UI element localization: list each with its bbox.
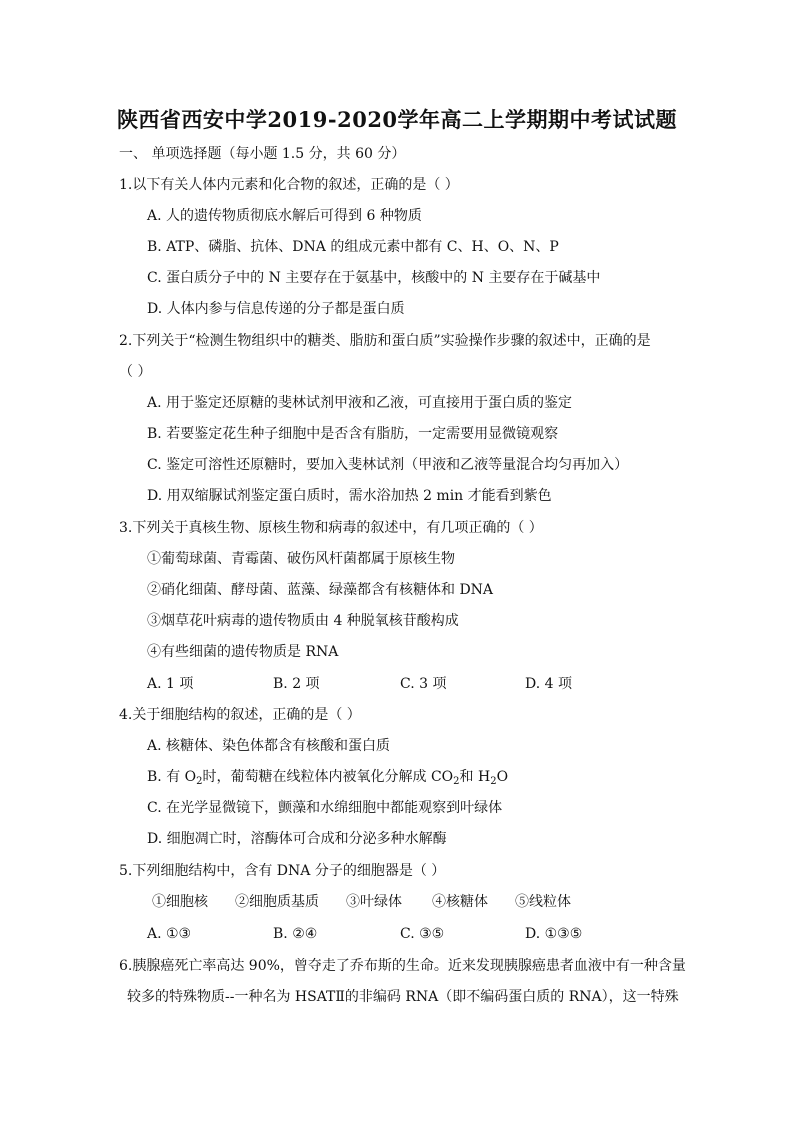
question-4-stem: 4.关于细胞结构的叙述，正确的是（ ） (119, 707, 361, 723)
question-5-option-c: C. ③⑤ (400, 926, 445, 942)
question-2-option-b: B. 若要鉴定花生种子细胞中是否含有脂肪，一定需要用显微镜观察 (147, 426, 559, 442)
question-5-item: ⑤线粒体 (515, 894, 571, 910)
subscript: 2 (453, 776, 460, 787)
question-5-item: ④核糖体 (432, 894, 488, 910)
question-3-statement-2: ②硝化细菌、酵母菌、蓝藻、绿藻都含有核糖体和 DNA (147, 582, 494, 598)
question-3-option-b: B. 2 项 (273, 676, 320, 692)
question-1-option-d: D. 人体内参与信息传递的分子都是蛋白质 (147, 301, 405, 317)
question-3-option-c: C. 3 项 (400, 676, 447, 692)
question-3-statement-3: ③烟草花叶病毒的遗传物质由 4 种脱氧核苷酸构成 (147, 613, 459, 629)
question-4-option-b-middle: 时，葡萄糖在线粒体内被氧化分解成 CO (202, 769, 454, 785)
question-4-option-a: A. 核糖体、染色体都含有核酸和蛋白质 (147, 738, 391, 754)
question-5-stem: 5.下列细胞结构中，含有 DNA 分子的细胞器是（ ） (119, 863, 446, 879)
subscript: 2 (490, 776, 497, 787)
question-2-stem-continued: （ ） (119, 364, 152, 380)
question-4-option-d: D. 细胞凋亡时，溶酶体可合成和分泌多种水解酶 (147, 831, 447, 847)
question-5-item: ②细胞质基质 (235, 894, 319, 910)
question-5-item: ①细胞核 (152, 894, 208, 910)
question-4-option-b-prefix: B. 有 O (147, 769, 197, 785)
question-3-option-d: D. 4 项 (525, 676, 572, 692)
question-2-stem: 2.下列关于“检测生物组织中的糖类、脂肪和蛋白质”实验操作步骤的叙述中，正确的是 (119, 333, 651, 349)
question-2-option-c: C. 鉴定可溶性还原糖时，要加入斐林试剂（甲液和乙液等量混合均匀再加入） (147, 457, 629, 473)
page-title: 陕西省西安中学2019-2020学年高二上学期期中考试试题 (116, 107, 678, 132)
section-heading: 一、 单项选择题（每小题 1.5 分，共 60 分） (119, 146, 406, 162)
question-1-stem: 1.以下有关人体内元素和化合物的叙述，正确的是（ ） (119, 177, 459, 193)
question-1-option-a: A. 人的遗传物质彻底水解后可得到 6 种物质 (147, 208, 422, 224)
question-1-option-c: C. 蛋白质分子中的 N 主要存在于氨基中，核酸中的 N 主要存在于碱基中 (147, 270, 601, 286)
question-6-stem-continued: 较多的特殊物质--一种名为 HSATⅡ的非编码 RNA（即不编码蛋白质的 RNA），这一特殊 (127, 989, 679, 1005)
question-4-option-b (147, 768, 508, 786)
question-5-item: ③叶绿体 (346, 894, 402, 910)
question-3-statement-1: ①葡萄球菌、青霉菌、破伤风杆菌都属于原核生物 (147, 551, 455, 567)
subscript: 2 (196, 776, 203, 787)
question-3-stem: 3.下列关于真核生物、原核生物和病毒的叙述中，有几项正确的（ ） (119, 520, 543, 536)
question-3-option-a: A. 1 项 (147, 676, 194, 692)
question-4-option-c: C. 在光学显微镜下，颤藻和水绵细胞中都能观察到叶绿体 (147, 800, 503, 816)
question-5-option-b: B. ②④ (273, 926, 318, 942)
question-2-option-d: D. 用双缩脲试剂鉴定蛋白质时，需水浴加热 2 min 才能看到紫色 (147, 488, 552, 504)
question-2-option-a: A. 用于鉴定还原糖的斐林试剂甲液和乙液，可直接用于蛋白质的鉴定 (147, 395, 573, 411)
question-5-option-a: A. ①③ (147, 926, 192, 942)
question-5-option-d: D. ①③⑤ (525, 926, 583, 942)
question-1-option-b: B. ATP、磷脂、抗体、DNA 的组成元素中都有 C、H、O、N、P (147, 239, 559, 255)
question-6-stem: 6.胰腺癌死亡率高达 90%，曾夺走了乔布斯的生命。近来发现胰腺癌患者血液中有一种含量 (119, 958, 686, 974)
question-3-statement-4: ④有些细菌的遗传物质是 RNA (147, 644, 339, 660)
question-4-option-b-end: O (496, 769, 509, 785)
question-4-option-b-middle-2: 和 H (459, 769, 491, 785)
